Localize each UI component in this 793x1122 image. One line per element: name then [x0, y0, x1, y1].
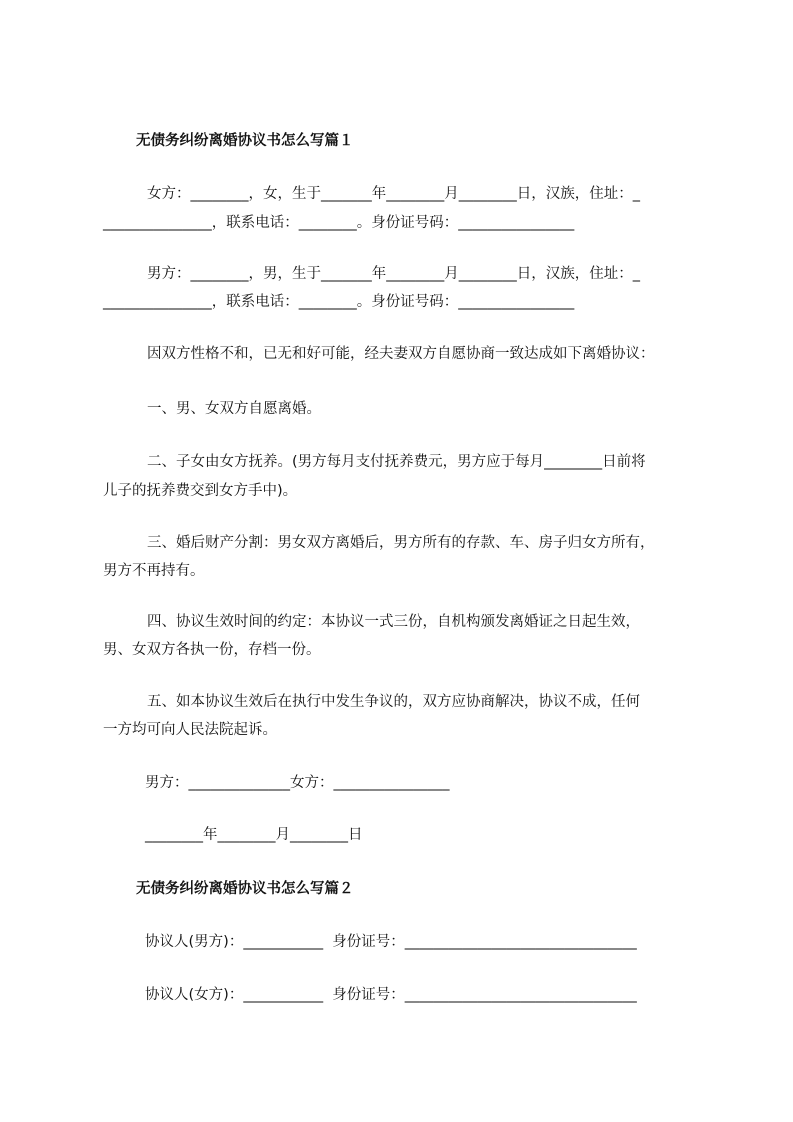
signature-line: 男方：______________女方：________________ — [145, 775, 450, 791]
section1-title: 无债务纠纷离婚协议书怎么写篇１ — [136, 133, 354, 149]
clause-4-line1: 四、协议生效时间的约定：本协议一式三份，自机构颁发离婚证之日起生效， — [147, 614, 640, 630]
date-line: ________年________月________日 — [145, 827, 363, 843]
section2-title: 无债务纠纷离婚协议书怎么写篇２ — [136, 881, 354, 897]
clause-2-line2: 儿子的抚养费交到女方手中)。 — [103, 483, 298, 499]
man-info-line1: 男方：________，男，生于_______年________月________日，汉族，住址：_ — [147, 266, 640, 282]
party-woman-line: 协议人(女方)：___________ 身份证号：________________________________ — [145, 987, 637, 1003]
clause-3-line1: 三、婚后财产分割：男女双方离婚后，男方所有的存款、车、房子归女方所有， — [147, 535, 655, 551]
clause-3-line2: 男方不再持有。 — [103, 563, 205, 579]
clause-5-line1: 五、如本协议生效后在执行中发生争议的，双方应协商解决，协议不成，任何 — [147, 694, 640, 710]
clause-2-line1: 二、子女由女方抚养。(男方每月支付抚养费元，男方应于每月________日前将 — [147, 454, 646, 470]
clause-1: 一、男、女双方自愿离婚。 — [147, 401, 321, 417]
party-man-line: 协议人(男方)：___________ 身份证号：________________________________ — [145, 934, 637, 950]
man-info-line2: _______________，联系电话：________。身份证号码：________________ — [103, 294, 575, 310]
clause-4-line2: 男、女双方各执一份，存档一份。 — [103, 642, 321, 658]
clause-5-line2: 一方均可向人民法院起诉。 — [103, 722, 277, 738]
woman-info-line1: 女方：________，女，生于_______年________月________日，汉族，住址：_ — [147, 186, 640, 202]
agreement-intro: 因双方性格不和，已无和好可能，经夫妻双方自愿协商一致达成如下离婚协议： — [147, 346, 655, 362]
woman-info-line2: _______________，联系电话：________。身份证号码：________________ — [103, 215, 575, 231]
